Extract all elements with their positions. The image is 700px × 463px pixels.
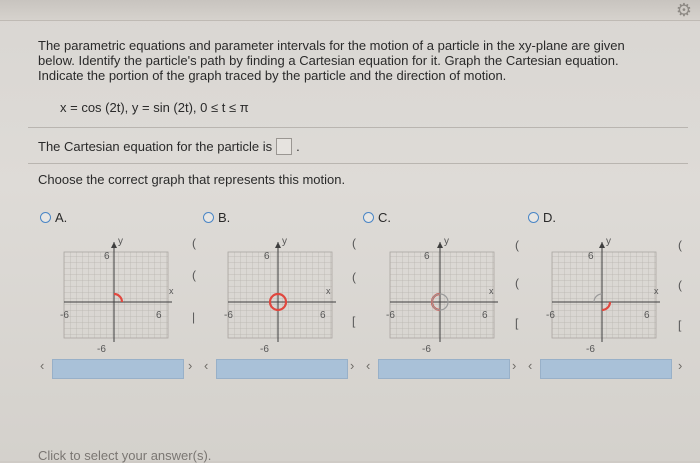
tick-label-bottom: -6 — [422, 344, 431, 355]
paren-icon[interactable]: ( — [515, 238, 519, 252]
cartesian-row — [38, 138, 300, 155]
bracket-icon[interactable]: [ — [678, 318, 682, 332]
scrollbar-a[interactable] — [52, 359, 184, 379]
tick-label-right: 6 — [156, 310, 162, 321]
tick-label-top: 6 — [424, 251, 430, 262]
graph-d[interactable] — [540, 232, 670, 357]
x-axis-label: x — [326, 286, 331, 296]
question-line-2: below. Identify the particle's path by finding a Cartesian equation for it. Graph the Cartesian equation. — [38, 53, 619, 68]
tick-label-left: -6 — [546, 310, 555, 321]
cartesian-prompt: The Cartesian equation for the particle is — [38, 139, 273, 154]
scroll-left-icon[interactable]: ‹ — [528, 358, 533, 373]
radio-icon[interactable] — [203, 212, 214, 223]
tick-label-bottom: -6 — [260, 344, 269, 355]
graph-a[interactable] — [52, 232, 182, 357]
tick-label-left: -6 — [386, 310, 395, 321]
scroll-right-icon[interactable]: › — [350, 358, 355, 373]
scrollbar-c[interactable] — [378, 359, 510, 379]
y-axis-label: y — [118, 236, 123, 247]
x-axis-label: x — [654, 286, 659, 296]
gear-icon[interactable]: ⚙ — [675, 0, 693, 20]
paren-icon[interactable]: ( — [352, 236, 356, 250]
tick-label-bottom: -6 — [586, 344, 595, 355]
option-a[interactable] — [40, 210, 67, 225]
scrollbar-b[interactable] — [216, 359, 348, 379]
scroll-right-icon[interactable]: › — [512, 358, 517, 373]
tick-label-right: 6 — [320, 310, 326, 321]
paren-icon[interactable]: ( — [192, 268, 196, 282]
option-label: D. — [543, 210, 556, 225]
scroll-left-icon[interactable]: ‹ — [40, 358, 45, 373]
radio-icon[interactable] — [363, 212, 374, 223]
question-text — [38, 38, 668, 83]
bracket-icon[interactable]: [ — [352, 314, 356, 328]
question-line-1: The parametric equations and parameter intervals for the motion of a particle in the xy-plane are given — [38, 38, 625, 53]
option-b[interactable] — [203, 210, 230, 225]
paren-icon[interactable]: ( — [192, 236, 196, 250]
parametric-equation: x = cos (2t), y = sin (2t), 0 ≤ t ≤ π — [60, 100, 249, 115]
tick-label-right: 6 — [482, 310, 488, 321]
y-axis-label: y — [606, 236, 611, 247]
bracket-icon[interactable]: | — [192, 310, 196, 324]
bracket-icon[interactable]: [ — [515, 316, 519, 330]
tick-label-left: -6 — [60, 310, 69, 321]
tick-label-left: -6 — [224, 310, 233, 321]
option-d[interactable] — [528, 210, 556, 225]
scroll-right-icon[interactable]: › — [188, 358, 193, 373]
paren-icon[interactable]: ( — [515, 276, 519, 290]
tick-label-top: 6 — [588, 251, 594, 262]
tick-label-top: 6 — [104, 251, 110, 262]
scroll-right-icon[interactable]: › — [678, 358, 683, 373]
tick-label-bottom: -6 — [97, 344, 106, 355]
radio-icon[interactable] — [528, 212, 539, 223]
tick-label-right: 6 — [644, 310, 650, 321]
divider — [28, 127, 688, 128]
answer-input[interactable] — [276, 138, 292, 155]
divider — [28, 163, 688, 164]
paren-icon[interactable]: ( — [352, 270, 356, 284]
x-axis-label: x — [489, 286, 494, 296]
period: . — [296, 139, 300, 154]
option-c[interactable] — [363, 210, 391, 225]
option-label: A. — [55, 210, 68, 225]
graph-c[interactable] — [378, 232, 508, 357]
top-bar — [0, 0, 700, 21]
paren-icon[interactable]: ( — [678, 238, 682, 252]
option-label: B. — [218, 210, 231, 225]
tick-label-top: 6 — [264, 251, 270, 262]
radio-icon[interactable] — [40, 212, 51, 223]
paren-icon[interactable]: ( — [678, 278, 682, 292]
graph-b[interactable] — [216, 232, 346, 357]
choose-instruction: Choose the correct graph that represents this motion. — [38, 172, 346, 187]
question-line-3: Indicate the portion of the graph traced by the particle and the direction of motion. — [38, 68, 507, 83]
scrollbar-d[interactable] — [540, 359, 672, 379]
option-label: C. — [378, 210, 391, 225]
y-axis-label: y — [282, 236, 287, 247]
footer-instruction: Click to select your answer(s). — [38, 448, 212, 463]
scroll-left-icon[interactable]: ‹ — [204, 358, 209, 373]
scroll-left-icon[interactable]: ‹ — [366, 358, 371, 373]
x-axis-label: x — [169, 286, 174, 296]
y-axis-label: y — [444, 236, 449, 247]
